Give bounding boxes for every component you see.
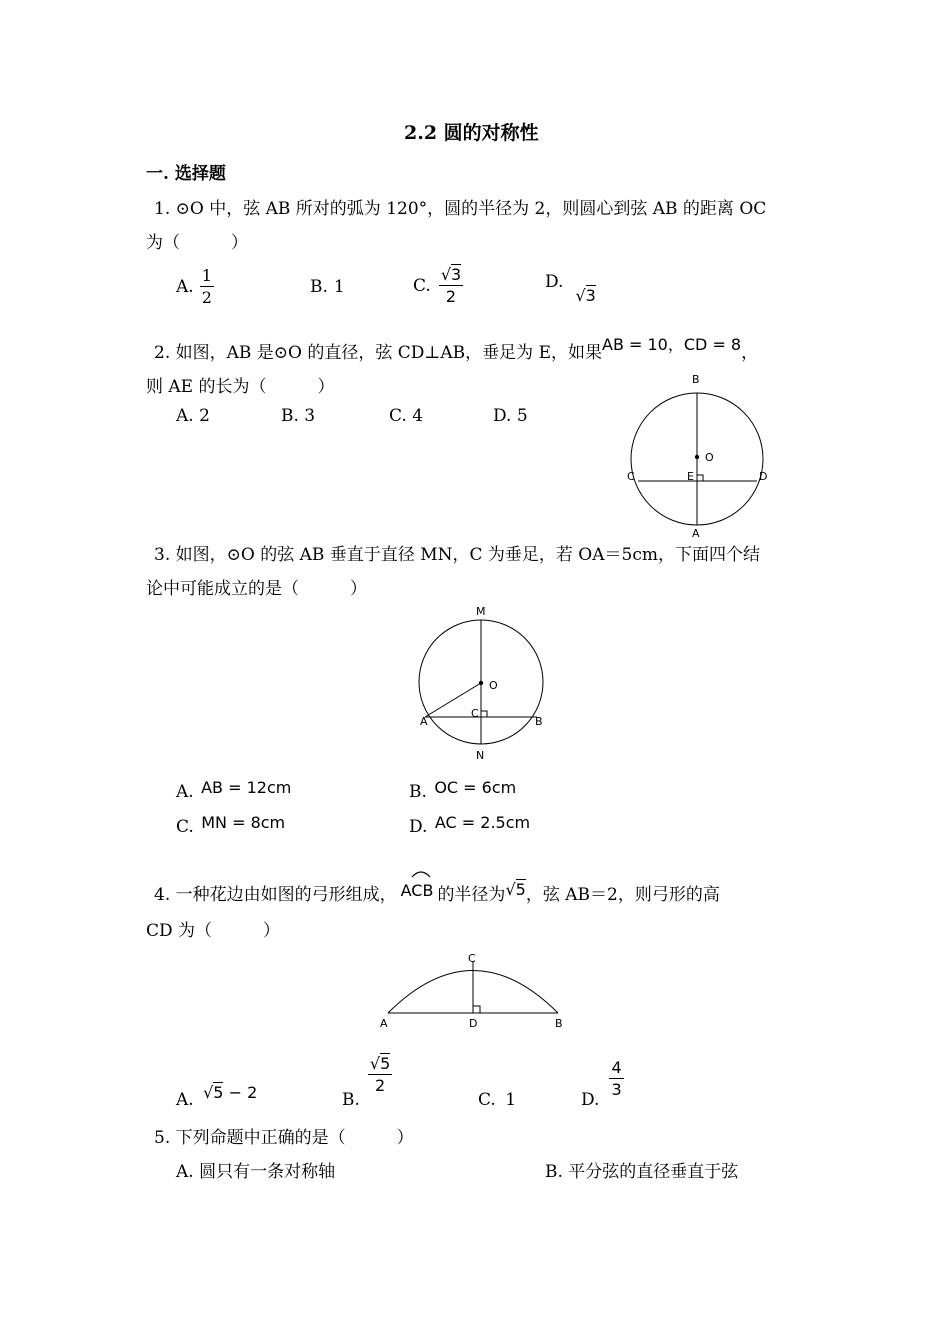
q3-option-a: [176, 778, 292, 802]
option-math: AC = 2.5cm: [434, 813, 531, 832]
q3-circle-figure: [412, 602, 556, 764]
option-label: A.: [176, 1090, 194, 1110]
radicand: 5: [213, 1083, 224, 1102]
q4-option-d: [581, 1054, 624, 1110]
sqrt-symbol: √: [440, 265, 452, 284]
option-label: B.: [310, 277, 328, 297]
option-label: B.: [342, 1090, 360, 1110]
math-tail: − 2: [223, 1083, 258, 1102]
numerator: [439, 267, 463, 286]
q5-option-a: A. 圆只有一条对称轴: [176, 1162, 336, 1182]
fraction: [200, 268, 214, 306]
q4-stem-text: 4. 一种花边由如图的弓形组成，: [154, 885, 397, 905]
label-d: D: [759, 470, 768, 483]
q2-stem-line1: [154, 335, 759, 363]
fraction: [609, 1060, 623, 1098]
q4-option-c: [478, 1090, 516, 1110]
sqrt-symbol: √: [575, 286, 586, 305]
label-e: E: [687, 470, 694, 483]
section-heading: 一. 选择题: [146, 164, 226, 184]
numerator: 1: [201, 266, 212, 285]
center-point: [479, 681, 483, 685]
denominator: 2: [201, 288, 212, 307]
q2-option-c: C. 4: [389, 406, 424, 426]
q2-stem-math: AB = 10，CD = 8: [602, 335, 742, 354]
sqrt-expression: [505, 880, 525, 899]
q2-option-d: D. 5: [493, 406, 528, 426]
right-angle-mark: [697, 475, 703, 481]
sqrt-expression: [575, 286, 595, 305]
q1-option-c: [413, 262, 463, 310]
q1-option-b: [310, 264, 345, 310]
label-a: A: [692, 527, 700, 540]
denominator: 2: [375, 1076, 386, 1095]
option-label: A.: [176, 782, 194, 802]
label-c: C: [471, 707, 479, 720]
label-a: A: [380, 1017, 388, 1030]
q3-stem-line1: 3. 如图，⊙O 的弦 AB 垂直于直径 MN，C 为垂足，若 OA＝5cm，下面四个结: [154, 545, 760, 565]
option-label: A.: [176, 277, 194, 297]
sqrt-symbol: √: [203, 1083, 214, 1102]
center-point: [695, 455, 699, 459]
label-n: N: [476, 749, 485, 762]
q2-option-a: A. 2: [176, 406, 210, 426]
page-title: 2.2 圆的对称性: [404, 122, 539, 144]
label-o: O: [489, 679, 498, 692]
option-label: C.: [478, 1090, 496, 1110]
q2-stem-text: 2. 如图，AB 是⊙O 的直径，弦 CD⊥AB，垂足为 E，如果: [154, 343, 602, 363]
sqrt-symbol: √: [369, 1054, 381, 1073]
q1-stem-line2: 为（ ）: [146, 233, 248, 253]
fraction: [439, 267, 463, 305]
q2-stem-punct: ，: [741, 343, 759, 363]
q1-option-d: [545, 272, 596, 312]
numerator: [368, 1056, 392, 1075]
label-o: O: [705, 451, 714, 464]
radicand: 5: [515, 880, 526, 899]
radicand: 5: [380, 1054, 391, 1073]
right-angle-mark: [473, 1006, 480, 1013]
option-label: C.: [176, 817, 194, 837]
q2-stem-line2: 则 AE 的长为（ ）: [146, 377, 335, 397]
label-c: C: [627, 470, 635, 483]
label-c: C: [468, 952, 476, 965]
arc-name: ACB: [400, 881, 434, 900]
label-b: B: [555, 1017, 563, 1030]
q3-option-d: [409, 813, 531, 837]
q4-stem-text: ，弦 AB＝2，则弓形的高: [525, 885, 720, 905]
label-m: M: [476, 605, 486, 618]
q2-option-b: B. 3: [281, 406, 316, 426]
label-d: D: [469, 1017, 478, 1030]
option-label: C.: [413, 276, 431, 296]
denominator: 3: [611, 1080, 622, 1099]
option-value: 1: [505, 1090, 517, 1110]
q5-option-b: B. 平分弦的直径垂直于弦: [545, 1162, 739, 1182]
q4-stem-line2: CD 为（ ）: [146, 921, 281, 941]
arc-symbol: [410, 868, 432, 878]
right-angle-mark: [481, 711, 487, 717]
fraction: [368, 1056, 392, 1094]
numerator: 4: [611, 1058, 622, 1077]
label-a: A: [420, 715, 428, 728]
option-math: AB = 12cm: [201, 778, 292, 797]
arc-notation: [401, 881, 434, 900]
label-b: B: [535, 715, 543, 728]
label-b: B: [692, 373, 700, 386]
option-value: 1: [333, 277, 345, 297]
option-math: [203, 1083, 257, 1102]
q2-circle-figure: [618, 370, 778, 542]
q3-option-b: [409, 778, 517, 802]
radicand: 3: [451, 265, 462, 284]
q4-option-a: [176, 1083, 258, 1110]
option-label: D.: [409, 817, 428, 837]
q3-option-c: [176, 813, 286, 837]
radicand: 3: [585, 286, 596, 305]
option-math: OC = 6cm: [434, 778, 517, 797]
option-label: D.: [581, 1090, 600, 1110]
sqrt-symbol: √: [505, 880, 516, 899]
q5-stem: 5. 下列命题中正确的是（ ）: [154, 1128, 414, 1148]
q1-option-a: [176, 264, 214, 310]
q4-stem-line1: [154, 880, 720, 905]
q4-option-b: [342, 1052, 392, 1110]
q1-stem-line1: 1. ⊙O 中，弦 AB 所对的弧为 120°，圆的半径为 2，则圆心到弦 AB 的距离 OC: [154, 199, 767, 219]
option-label: D.: [545, 272, 564, 292]
q4-stem-text: 的半径为: [437, 885, 506, 905]
option-label: B.: [409, 782, 427, 802]
option-math: MN = 8cm: [201, 813, 286, 832]
q3-stem-line2: 论中可能成立的是（ ）: [146, 579, 367, 599]
denominator: 2: [445, 287, 457, 306]
q4-segment-figure: [374, 948, 574, 1032]
